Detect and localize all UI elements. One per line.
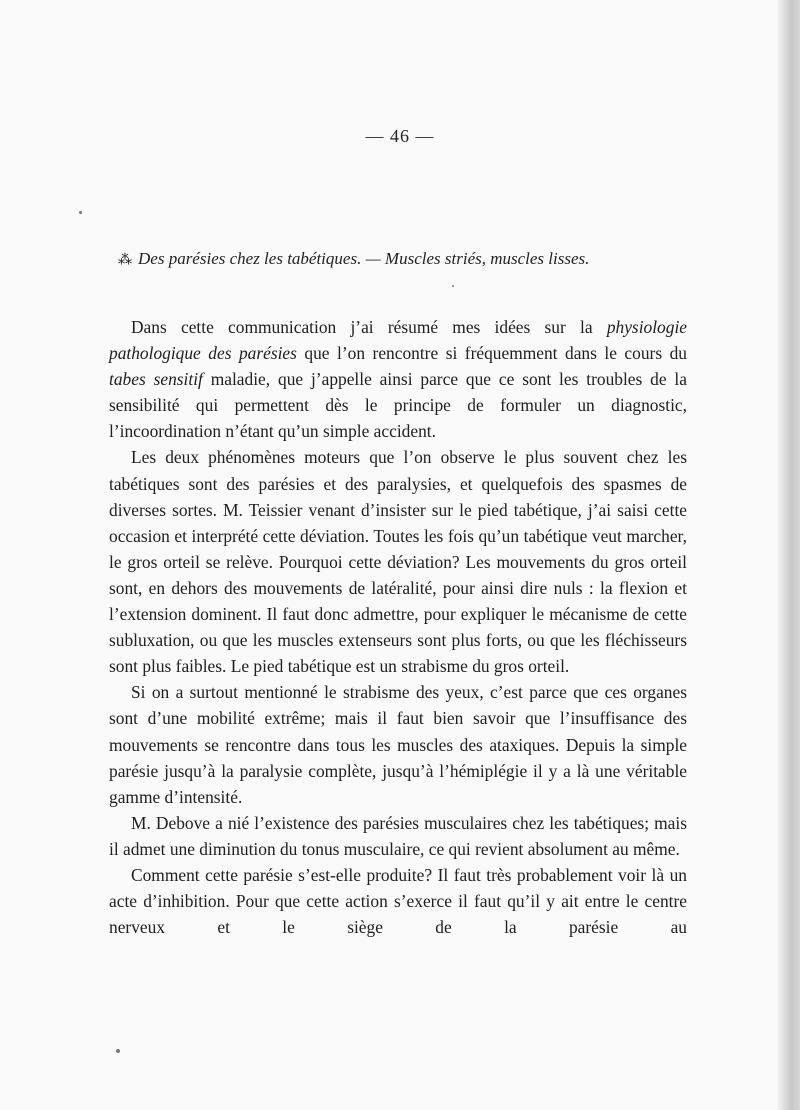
page-number: — 46 —: [365, 126, 435, 146]
print-speck: [79, 211, 82, 214]
section-heading: [118, 249, 688, 269]
text-run: Si on a surtout mentionné le strabisme des yeux, c’est parce que ces organes sont d’une mobilité extrême; mais il faut bien savoir que l’insuffisance des mouvements se rencontre dans tous les muscles des ataxiques. Depuis la simple parésie jusqu’à la paralysie complète, jusqu’à l’hémiplégie il y a là une véritable gamme d’intensité.: [109, 682, 687, 807]
paragraph: [109, 862, 687, 940]
text-run: Comment cette parésie s’est-elle produite? Il faut très probablement voir là un acte d’inhibition. Pour que cette action s’exerce il faut qu’il y ait entre le centre nerveux et le siège de la parésie au: [109, 864, 687, 938]
body-text: [109, 314, 687, 940]
paragraph: [109, 810, 687, 862]
asterism-ornament: ⁂: [118, 253, 132, 268]
paragraph: [109, 314, 687, 444]
print-speck: [452, 285, 454, 287]
text-run: Les deux phénomènes moteurs que l’on observe le plus souvent chez les tabétiques sont des parésies et des paralysies, et quelquefois des spasmes de diverses sortes. M. Teissier venant d’insister sur le pied tabétique, j’ai saisi cette occasion et interprété cette déviation. Toutes les fois qu’un tabétique veut marcher, le gros orteil se relève. Pourquoi cette déviation? Les mouvements du gros orteil sont, en dehors des mouvements de latéralité, pour ainsi dire nuls : la flexion et l’extension dominent. Il faut donc admettre, pour expliquer le mécanisme de cette subluxation, ou que les muscles extenseurs sont plus forts, ou que les fléchisseurs sont plus faibles. Le pied tabétique est un strabisme du gros orteil.: [109, 447, 687, 677]
text-run: Dans cette communication j’ai résumé mes idées sur la: [131, 317, 607, 337]
text-run: maladie, que j’appelle ainsi parce que ce sont les troubles de la sensibilité qui permettent dès le principe de formuler un diagnostic, l’incoordination n’étant qu’un simple accident.: [109, 369, 687, 442]
text-run: M. Debove a nié l’existence des parésies musculaires chez les tabétiques; mais il admet une diminution du tonus musculaire, ce qui revient absolument au même.: [109, 812, 687, 859]
text-run: que l’on rencontre si fréquemment dans le cours du: [296, 343, 687, 364]
italic-text-run: tabes sensitif: [109, 369, 203, 390]
paragraph: [109, 444, 687, 679]
paragraph: [109, 679, 687, 809]
italic-text-run: physiologie pathologique des parésies: [109, 317, 687, 364]
print-speck: [116, 1049, 120, 1053]
page-edge-shadow: [778, 0, 800, 1110]
section-heading-title: Des parésies chez les tabétiques. — Muscles striés, muscles lisses.: [138, 249, 590, 268]
